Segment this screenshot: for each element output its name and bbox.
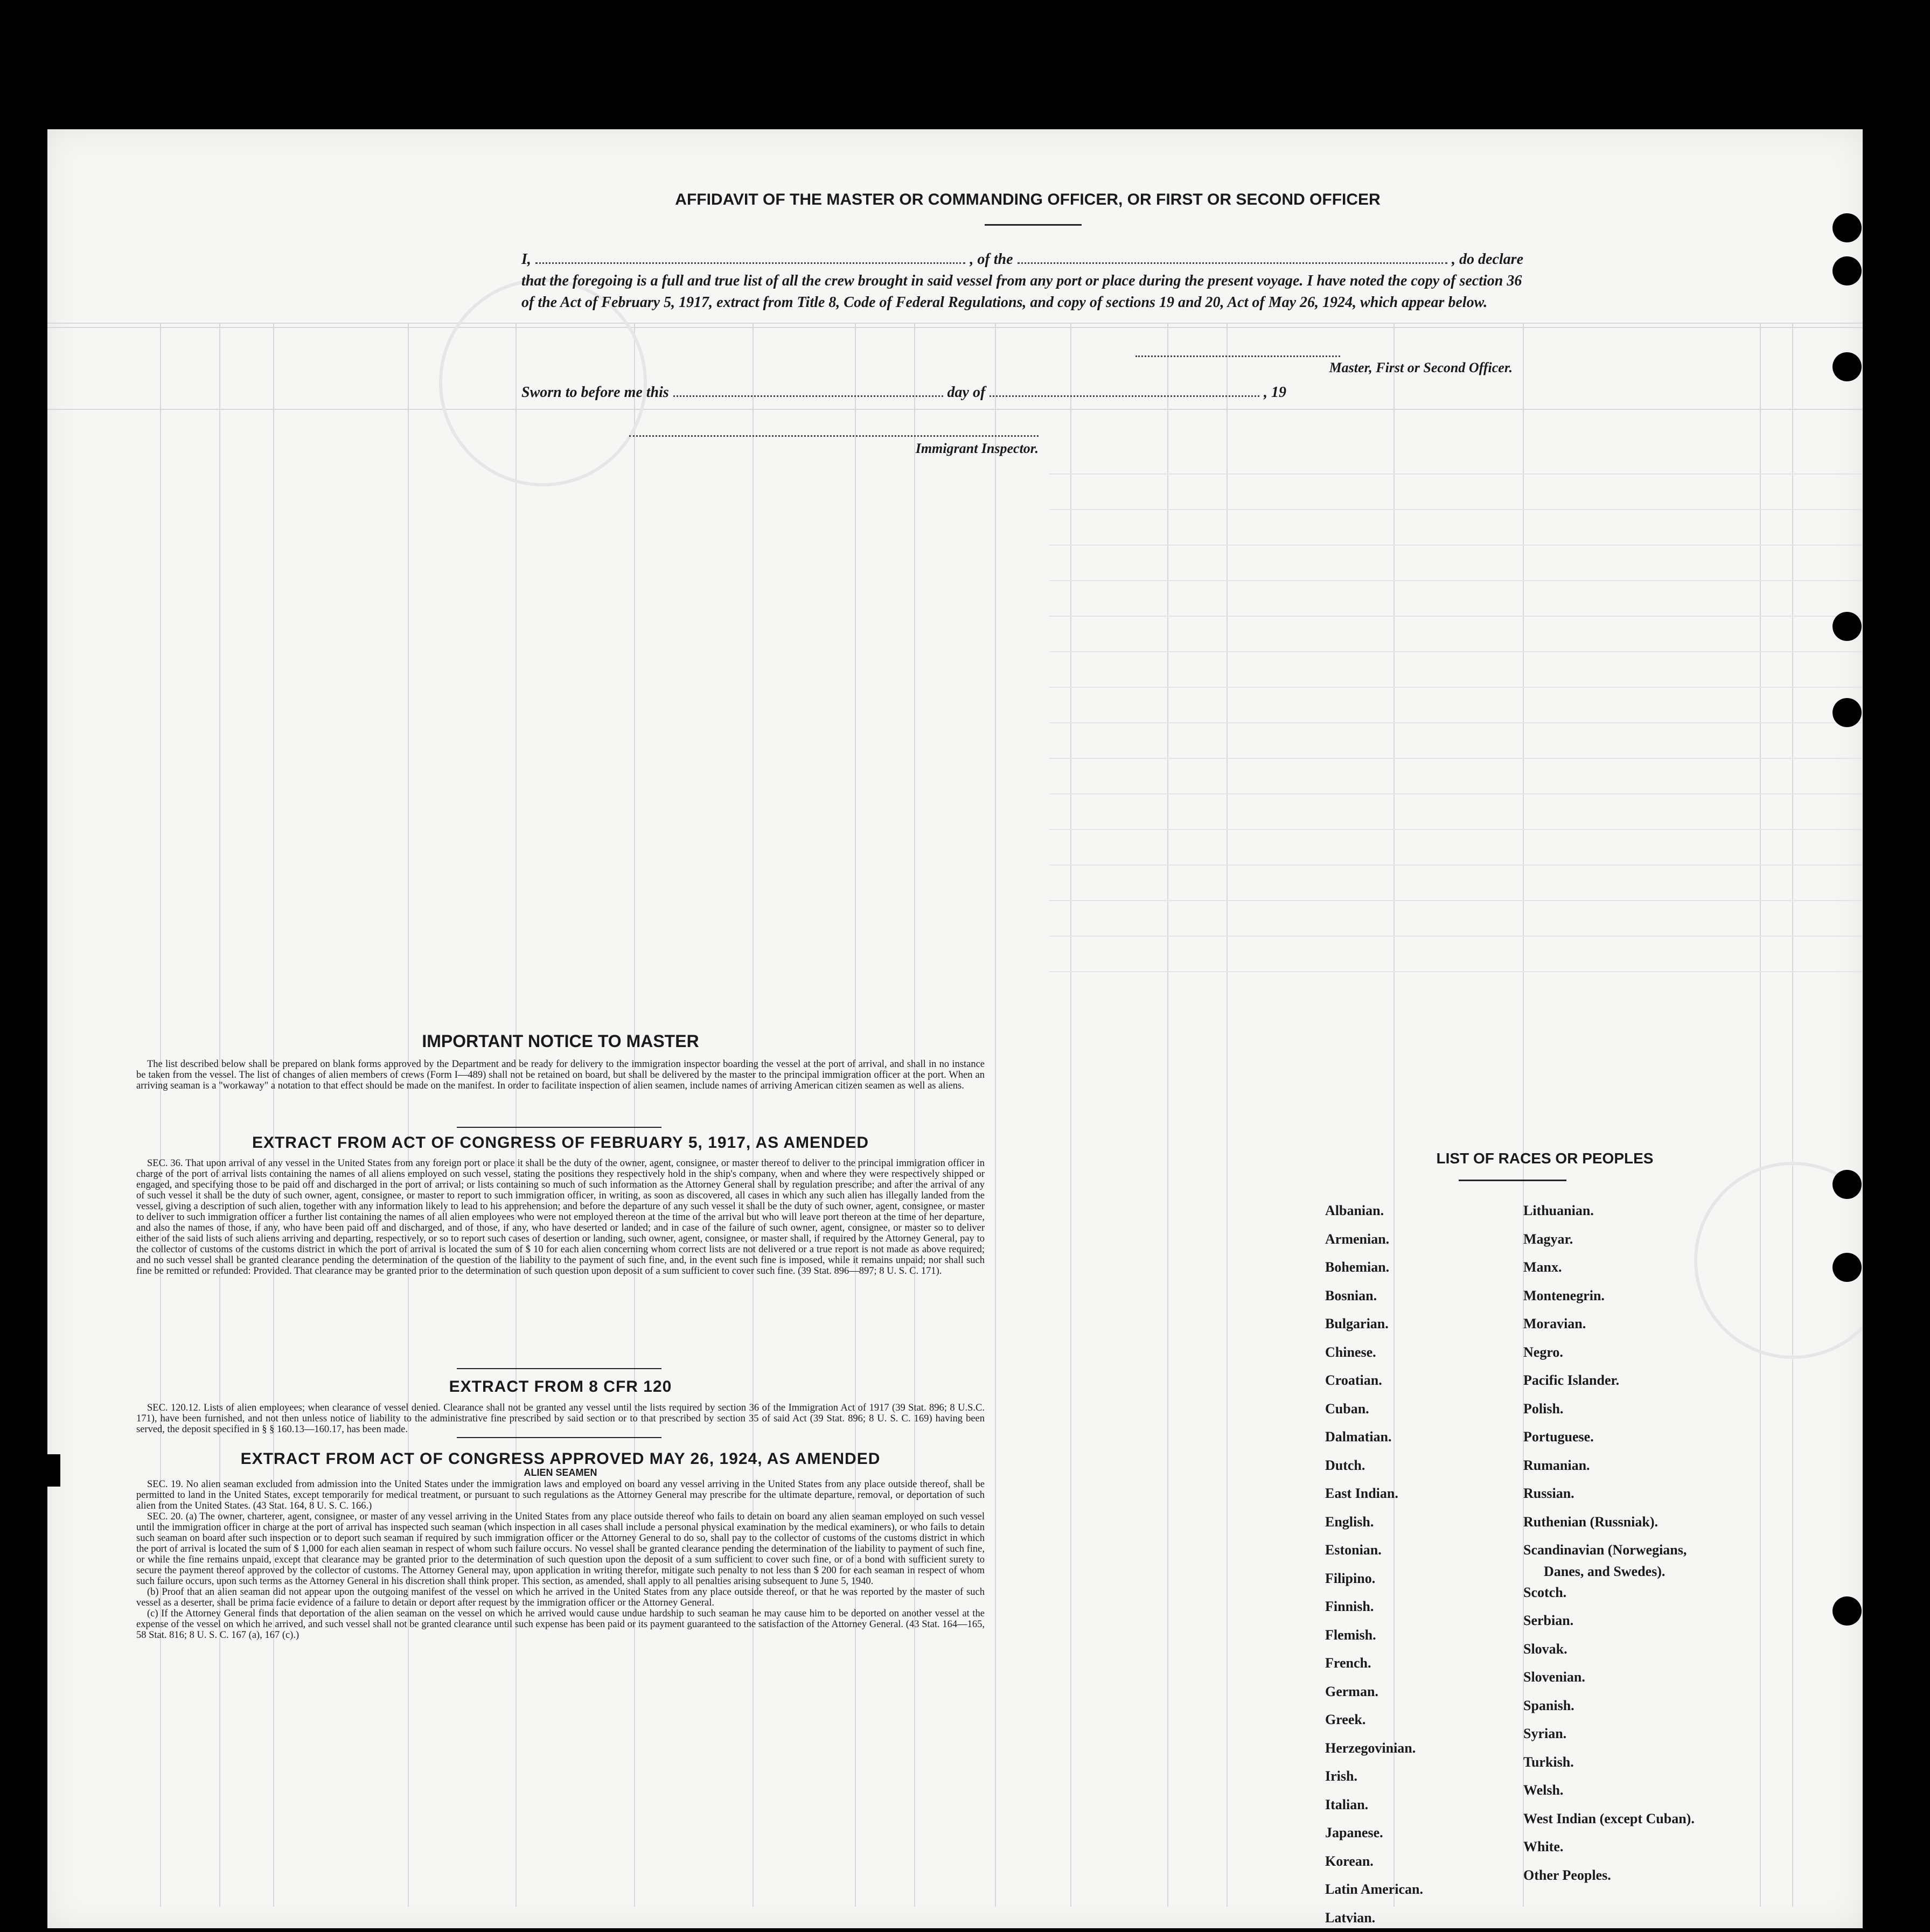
alien-seamen-subtitle: ALIEN SEAMEN <box>136 1467 985 1478</box>
torn-edge <box>47 1454 60 1487</box>
divider <box>457 1368 661 1369</box>
sworn-month-field[interactable] <box>990 382 1259 397</box>
race-item: Italian. <box>1325 1791 1551 1819</box>
race-item: Danes, and Swedes). <box>1523 1565 1750 1579</box>
divider <box>457 1127 661 1128</box>
races-rule <box>1459 1180 1566 1181</box>
race-item: Rumanian. <box>1523 1452 1750 1480</box>
sec20c-paragraph: (c) If the Attorney General finds that deportation of the alien seaman on the vessel on which he arrived would cause undue hardship to such seaman he may cause him to be deported on another vessel at the expense of the vessel on which he arrived, and such vessel shall not be granted clearance until such expense has been paid or its payment guaranteed to the satisfaction of the Attorney General. (43 Stat. 164—165, 58 Stat. 816; 8 U. S. C. 167 (a), 167 (c).) <box>136 1608 985 1641</box>
sworn-line <box>521 382 1286 401</box>
sec19-paragraph: SEC. 19. No alien seaman excluded from admission into the United States under the immigration laws and employed on board any vessel arriving in the United States from any place outside thereof, shall be permitted to land in the United States, except temporarily for medical treatment, or pursuant to such regulations as the Attorney General may prescribe for the ultimate departure, removal, or deportation of such alien from the United States. (43 Stat. 164, 8 U. S. C. 166.) <box>136 1479 985 1511</box>
race-item: Portuguese. <box>1523 1423 1750 1452</box>
punch-hole <box>1833 256 1862 285</box>
signature-label: Master, First or Second Officer. <box>1232 360 1513 376</box>
race-item: Japanese. <box>1325 1819 1551 1847</box>
notice-title: IMPORTANT NOTICE TO MASTER <box>136 1031 985 1051</box>
race-item: English. <box>1325 1508 1551 1537</box>
race-item: German. <box>1325 1678 1551 1706</box>
year-label: , 19 <box>1264 384 1286 401</box>
race-item: Negro. <box>1523 1338 1750 1367</box>
races-right-column <box>1523 1197 1750 1889</box>
race-item: Slovak. <box>1523 1635 1750 1664</box>
race-item: Croatian. <box>1325 1366 1551 1395</box>
race-item: Flemish. <box>1325 1621 1551 1650</box>
notice-body: The list described below shall be prepared on blank forms approved by the Department and be ready for delivery to the immigration inspector boarding the vessel at the port of arrival, and shall in no instance be taken from the vessel. The list of changes of alien members of crews (Form I—489) shall not be retained on board, but shall be delivered by the master to the principal immigration officer at the port. When an arriving seaman is a "workaway" a notation to that effect should be made on the manifest. In order to facilitate inspection of alien seamen, include names of arriving American citizen seamen as well as aliens. <box>136 1059 985 1091</box>
race-item: Cuban. <box>1325 1395 1551 1424</box>
punch-hole <box>1833 1170 1862 1199</box>
punch-hole <box>1833 213 1862 242</box>
race-item: Montenegrin. <box>1523 1282 1750 1310</box>
race-item: Dalmatian. <box>1325 1423 1551 1452</box>
race-item: Welsh. <box>1523 1776 1750 1805</box>
divider <box>457 1437 661 1438</box>
race-item: Scandinavian (Norwegians, <box>1523 1536 1750 1565</box>
sworn-day-field[interactable] <box>673 382 943 397</box>
race-item: Moravian. <box>1523 1310 1750 1338</box>
race-item: Finnish. <box>1325 1593 1551 1621</box>
race-item: Syrian. <box>1523 1720 1750 1748</box>
race-item: Latvian. <box>1325 1904 1551 1932</box>
signature-field[interactable] <box>1135 355 1340 357</box>
race-item: Spanish. <box>1523 1692 1750 1720</box>
race-item: Slovenian. <box>1523 1663 1750 1692</box>
affidavit-first-line <box>521 249 1523 270</box>
punch-hole <box>1833 698 1862 727</box>
race-item: Latin American. <box>1325 1875 1551 1904</box>
vessel-name-field[interactable] <box>1018 249 1448 264</box>
race-item: West Indian (except Cuban). <box>1523 1805 1750 1833</box>
sec20b-paragraph: (b) Proof that an alien seaman did not appear upon the outgoing manifest of the vessel on which he arrived in the United States from any place outside thereof, or that he was reported by the master of such vessel as a deserter, shall be prima facie evidence of a failure to detain or deport after request by the immigration officer or the Attorney General. <box>136 1587 985 1608</box>
race-item: Herzegovinian. <box>1325 1734 1551 1763</box>
extract-cfr-body: SEC. 120.12. Lists of alien employees; when clearance of vessel denied. Clearance shall not be granted any vessel until the lists required by section 36 of the Immigration Act of 1917 (39 Stat. 896; 8 U.S.C. 171), have been furnished, and not then unless notice of liability to the administrative fine prescribed by said section or to that prescribed by section 35 of said Act (39 Stat. 896; 8 U. S. C. 169) having been served, the deposit specified in § § 160.13—160.17, has been made. <box>136 1403 985 1435</box>
sworn-label: Sworn to before me this <box>521 384 669 401</box>
i-label: I, <box>521 249 531 270</box>
race-item: Chinese. <box>1325 1338 1551 1367</box>
race-item: Korean. <box>1325 1847 1551 1876</box>
punch-hole <box>1833 612 1862 641</box>
race-item: Filipino. <box>1325 1565 1551 1593</box>
extract-1917-title: EXTRACT FROM ACT OF CONGRESS OF FEBRUARY 5, 1917, AS AMENDED <box>136 1134 985 1152</box>
punch-hole <box>1833 1596 1862 1626</box>
race-item: Dutch. <box>1325 1452 1551 1480</box>
race-item: White. <box>1523 1833 1750 1861</box>
of-the-label: , of the <box>970 249 1013 270</box>
race-item: Magyar. <box>1523 1225 1750 1254</box>
race-item: Greek. <box>1325 1706 1551 1734</box>
punch-hole <box>1833 352 1862 381</box>
extract-cfr-title: EXTRACT FROM 8 CFR 120 <box>136 1378 985 1396</box>
race-item: Armenian. <box>1325 1225 1551 1254</box>
race-item: French. <box>1325 1649 1551 1678</box>
race-item: Polish. <box>1523 1395 1750 1424</box>
do-declare-label: , do declare <box>1452 249 1523 270</box>
affidavit-body: that the foregoing is a full and true list of all the crew brought in said vessel from any port or place during the present voyage. I have noted the copy of section 36 of the Act of February 5, 1917, extract from Title 8, Code of Federal Regulations, and copy of sections 19 and 20, Act of May 26, 1924, which appear below. <box>521 270 1523 313</box>
race-item: Bosnian. <box>1325 1282 1551 1310</box>
punch-hole <box>1833 1253 1862 1282</box>
day-of-label: day of <box>947 384 986 401</box>
extract-1917-body: SEC. 36. That upon arrival of any vessel in the United States from any foreign port or place it shall be the duty of the owner, agent, consignee, or master thereof to deliver to the principal immigration officer in charge of the port of arrival lists containing the names of all aliens employed on such vessel, stating the positions they respectively hold in the ship's company, when and where they were respectively shipped or engaged, and specifying those to be paid off and discharged in the port of arrival; or lists containing so much of such information as the Attorney General shall by regulation prescribe; and after the arrival of any of such vessel it shall be the duty of such owner, agent, consignee, or master to report to such immigration officer, in writing, as soon as discovered, all cases in which any such alien has illegally landed from the vessel, giving a description of such alien, together with any information likely to lead to his apprehension; and before the departure of any such vessel it shall be the duty of such owner, agent, consignee, or master to deliver to such immigration officer a further list containing the names of all alien employees who were not employed thereon at the time of the arrival but who will leave port thereon at the time of her departure, and also the names of those, if any, who have been paid off and discharged, and of those, if any, who have deserted or landed; and in case of the failure of such owner, agent, consignee, or master so to deliver either of the said lists of such aliens arriving and departing, respectively, or so to report such cases of desertion or landing, such owner, agent, consignee, or master shall, if required by the Attorney General, pay to the collector of customs of the customs district in which the port of arrival is located the sum of $ 10 for each alien concerning whom correct lists are not delivered or a true report is not made as above required; and no such vessel shall be granted clearance pending the determination of the question of the liability to the payment of such fine, and, in the event such fine is imposed, while it remains unpaid; nor shall such fine be remitted or refunded: Provided. That clearance may be granted prior to the determination of such question upon deposit of a sum sufficient to cover such fine. (39 Stat. 896—897; 8 U. S. C. 171). <box>136 1158 985 1277</box>
race-item: Estonian. <box>1325 1536 1551 1565</box>
race-item: Bohemian. <box>1325 1253 1551 1282</box>
document-page <box>47 129 1863 1928</box>
race-item: Russian. <box>1523 1480 1750 1508</box>
race-item: Bulgarian. <box>1325 1310 1551 1338</box>
inspector-signature-field[interactable] <box>629 435 1039 437</box>
race-item: Lithuanian. <box>1523 1197 1750 1225</box>
race-item: Albanian. <box>1325 1197 1551 1225</box>
races-left-column <box>1325 1197 1551 1932</box>
race-item: East Indian. <box>1325 1480 1551 1508</box>
race-item: Turkish. <box>1523 1748 1750 1777</box>
extract-1924-title: EXTRACT FROM ACT OF CONGRESS APPROVED MAY 26, 1924, AS AMENDED <box>136 1450 985 1468</box>
extract-1924-body <box>136 1479 985 1641</box>
inspector-label: Immigrant Inspector. <box>748 441 1039 457</box>
race-item: Ruthenian (Russniak). <box>1523 1508 1750 1537</box>
race-item: Irish. <box>1325 1762 1551 1791</box>
race-item: Manx. <box>1523 1253 1750 1282</box>
race-item: Serbian. <box>1523 1607 1750 1635</box>
affidavit-title: AFFIDAVIT OF THE MASTER OR COMMANDING OFFICER, OR FIRST OR SECOND OFFICER <box>586 191 1469 209</box>
races-title: LIST OF RACES OR PEOPLES <box>1362 1150 1728 1167</box>
sec20a-paragraph: SEC. 20. (a) The owner, charterer, agent, consignee, or master of any vessel arriving in the United States from any place outside thereof who fails to detain on board any alien seaman employed on such vessel until the immigration officer in charge at the port of arrival has inspected such seaman (which inspection in all cases shall include a personal physical examination by the medical examiners), or who fails to detain such seaman on board after such inspection or to deport such seaman if required by such immigration officer or the Attorney General to do so, shall pay to the collector of customs of the customs district in which the port of arrival is located the sum of $ 1,000 for each alien seaman in respect of whom such failure occurs. No vessel shall be granted clearance pending the determination of the liability to payment of such fine, or while the fine remains unpaid, except that clearance may be granted prior to the determination of such question upon the deposit of a sum sufficient to cover such fine, or of a bond with sufficient surety to secure the payment thereof approved by the collector of customs. The Attorney General may, upon application in writing therefor, mitigate such penalty to not less than $ 200 for each seaman in respect of whom such failure occurs, upon such terms as the Attorney General in his discretion shall think proper. This section, as amended, shall apply to all penalties arising subsequent to June 5, 1940. <box>136 1511 985 1587</box>
race-item: Other Peoples. <box>1523 1861 1750 1890</box>
race-item: Scotch. <box>1523 1579 1750 1607</box>
affidavit-text <box>521 249 1523 313</box>
affidavit-rule <box>985 224 1082 226</box>
race-item: Pacific Islander. <box>1523 1366 1750 1395</box>
officer-name-field[interactable] <box>535 249 966 264</box>
